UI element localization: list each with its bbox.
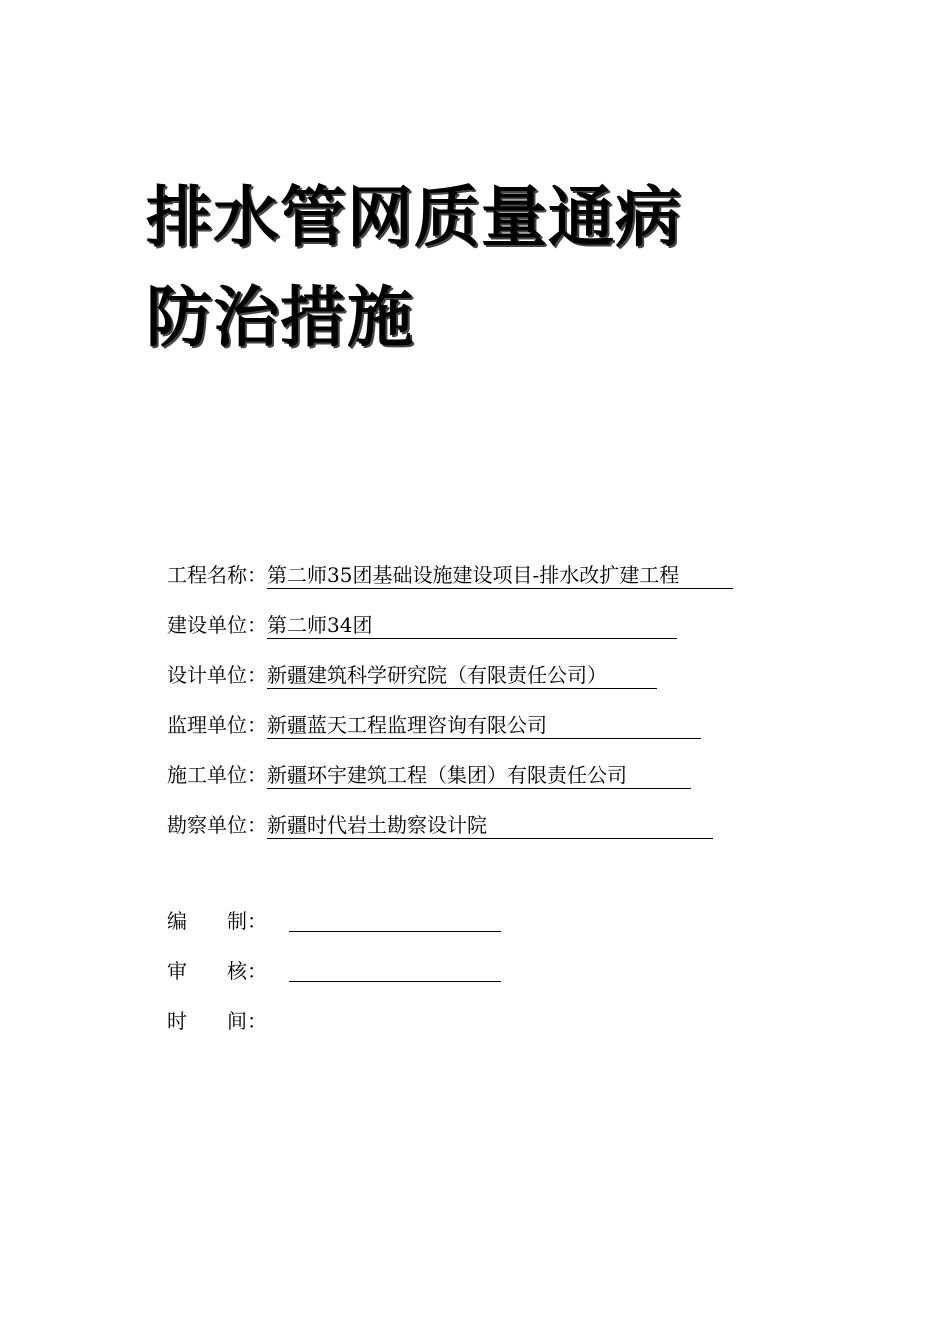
date-label: 时 间： (167, 1009, 267, 1033)
compiled-by-label: 编 制： (167, 909, 267, 933)
design-unit-label: 设计单位： (167, 663, 267, 687)
sign-row-date (167, 1004, 289, 1054)
info-row-supervision-unit (167, 708, 733, 758)
supervision-unit-value: 新疆蓝天工程监理咨询有限公司 (267, 712, 701, 739)
supervision-unit-label: 监理单位： (167, 713, 267, 737)
contractor-unit-label: 施工单位： (167, 763, 267, 787)
project-name-value: 第二师35团基础设施建设项目-排水改扩建工程 (267, 562, 733, 589)
info-row-survey-unit (167, 808, 733, 858)
sign-row-reviewed-by (167, 954, 289, 1004)
title-line-2: 防治措施 (146, 279, 414, 356)
document-title (146, 168, 682, 368)
construction-unit-value: 第二师34团 (267, 612, 677, 639)
signature-block (167, 904, 289, 1054)
info-row-design-unit (167, 658, 733, 708)
compiled-by-blank-line (289, 931, 501, 932)
title-line-1: 排水管网质量通病 (146, 179, 682, 256)
survey-unit-label: 勘察单位： (167, 813, 267, 837)
construction-unit-label: 建设单位： (167, 613, 267, 637)
info-row-project-name (167, 558, 733, 608)
project-info (167, 558, 733, 858)
design-unit-value: 新疆建筑科学研究院（有限责任公司） (267, 662, 657, 689)
survey-unit-value: 新疆时代岩土勘察设计院 (267, 812, 713, 839)
project-name-label: 工程名称： (167, 563, 267, 587)
info-row-construction-unit (167, 608, 733, 658)
sign-row-compiled-by (167, 904, 289, 954)
info-row-contractor-unit (167, 758, 733, 808)
reviewed-by-blank-line (289, 981, 501, 982)
reviewed-by-label: 审 核： (167, 959, 267, 983)
contractor-unit-value: 新疆环宇建筑工程（集团）有限责任公司 (267, 762, 691, 789)
